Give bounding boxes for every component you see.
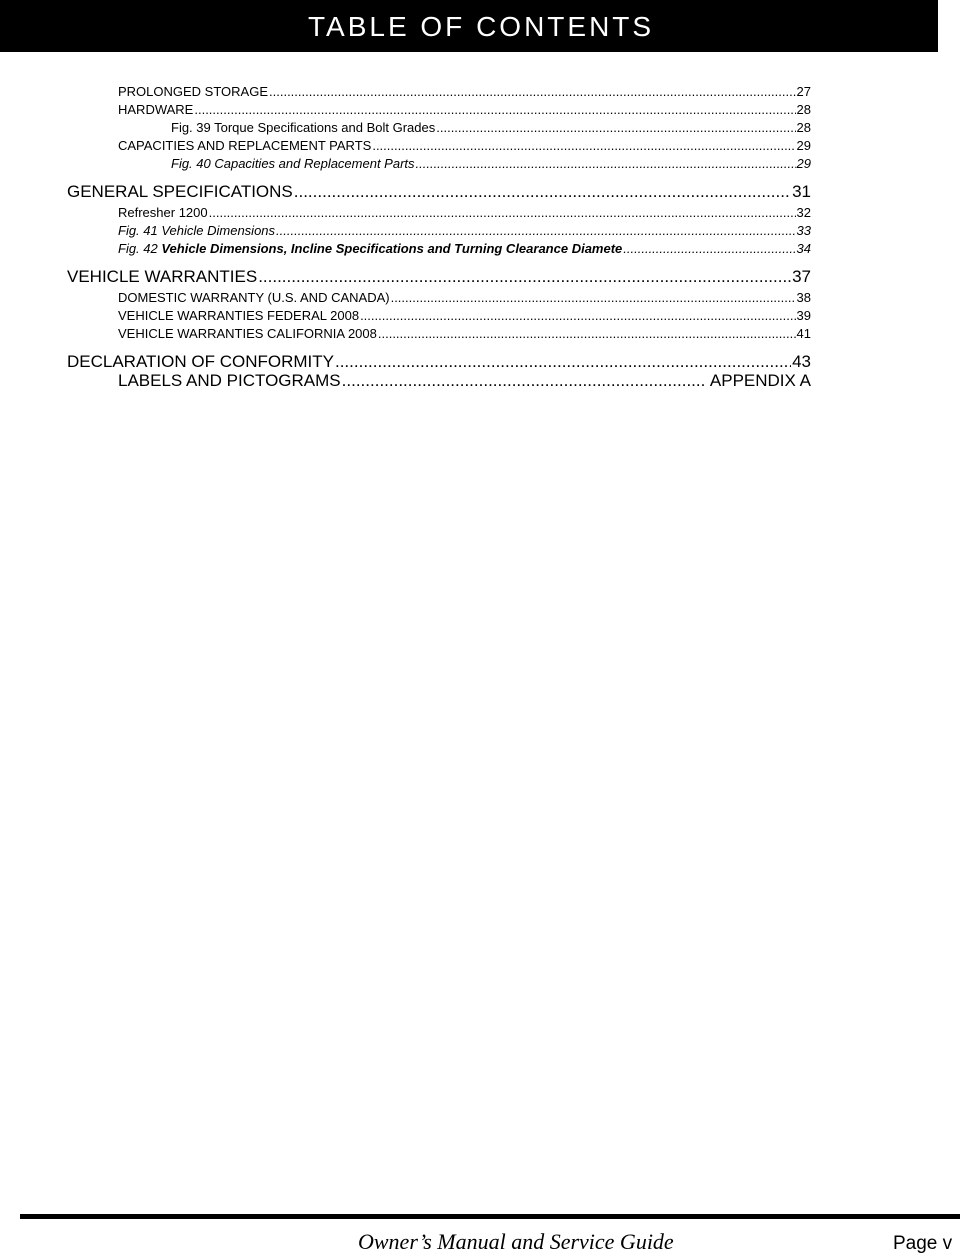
toc-entry-label: DECLARATION OF CONFORMITY (67, 352, 334, 371)
toc-entry-hardware[interactable] (118, 101, 811, 118)
dot-leader (209, 204, 796, 221)
dot-leader (276, 222, 795, 239)
dot-leader (335, 352, 791, 372)
toc-entry-label: Fig. 39 Torque Specifications and Bolt Grades (171, 120, 436, 135)
toc-entry-label: HARDWARE (118, 102, 194, 117)
toc-entry-page: 32 (796, 205, 811, 220)
dot-leader (372, 137, 795, 154)
toc-entry-labels-pictograms[interactable] (118, 371, 811, 391)
toc-entry-page: 27 (796, 84, 811, 99)
toc-entry-page: 38 (796, 290, 811, 305)
dot-leader (194, 101, 795, 118)
footer-divider (20, 1214, 960, 1219)
toc-entry-warranties-california[interactable] (118, 325, 811, 342)
toc-entry-prolonged-storage[interactable] (118, 83, 811, 100)
toc-entry-refresher-1200[interactable] (118, 204, 811, 221)
toc-entry-page: 31 (792, 182, 811, 201)
toc-entry-general-specifications[interactable] (67, 182, 811, 202)
toc-entry-domestic-warranty[interactable] (118, 289, 811, 306)
toc-entry-page: 43 (792, 352, 811, 371)
dot-leader (258, 267, 791, 287)
footer-page-number: Page v (893, 1233, 953, 1254)
toc-entry-label: PROLONGED STORAGE (118, 84, 269, 99)
toc-entry-warranties-federal[interactable] (118, 307, 811, 324)
toc-entry-label: Vehicle Dimensions, Incline Specifications and Turning Clearance Diamete (161, 241, 623, 256)
toc-entry-label: VEHICLE WARRANTIES CALIFORNIA 2008 (118, 326, 377, 341)
toc-entry-page: 29 (796, 156, 811, 171)
toc-entry-page: 28 (796, 102, 811, 117)
toc-entry-declaration[interactable] (67, 352, 811, 372)
dot-leader (416, 155, 796, 172)
toc-entry-label: DOMESTIC WARRANTY (U.S. AND CANADA) (118, 290, 390, 305)
toc-entry-label: Refresher 1200 (118, 205, 208, 220)
toc-entry-capacities[interactable] (118, 137, 811, 154)
toc-entry-page: APPENDIX A (706, 371, 811, 390)
dot-leader (623, 240, 795, 257)
toc-entry-fig-40[interactable] (171, 155, 811, 172)
toc-entry-fig-42[interactable] (118, 240, 811, 257)
toc-entry-label: CAPACITIES AND REPLACEMENT PARTS (118, 138, 372, 153)
toc-entry-page: 29 (796, 138, 811, 153)
dot-leader (378, 325, 796, 342)
dot-leader (342, 371, 705, 391)
toc-entry-fig-39[interactable] (171, 119, 811, 136)
toc-entry-label-group (118, 240, 622, 257)
toc-entry-vehicle-warranties[interactable] (67, 267, 811, 287)
toc-entry-label: VEHICLE WARRANTIES (67, 267, 258, 286)
toc-entry-page: 34 (796, 241, 811, 256)
toc-entry-page: 41 (796, 326, 811, 341)
toc-entry-fig-number: Fig. 42 (118, 241, 162, 256)
toc-entry-label: VEHICLE WARRANTIES FEDERAL 2008 (118, 308, 360, 323)
dot-leader (360, 307, 795, 324)
footer-manual-title: Owner’s Manual and Service Guide (358, 1229, 674, 1254)
toc-entry-label: LABELS AND PICTOGRAMS (118, 371, 341, 390)
dot-leader (269, 83, 796, 100)
page-title: TABLE OF CONTENTS (308, 11, 655, 42)
toc-entry-label: GENERAL SPECIFICATIONS (67, 182, 293, 201)
toc-entry-page: 33 (796, 223, 811, 238)
toc-entry-page: 39 (796, 308, 811, 323)
toc-entry-page: 28 (796, 120, 811, 135)
toc-entry-label: Fig. 41 Vehicle Dimensions (118, 223, 276, 238)
table-of-contents (0, 0, 960, 400)
toc-entry-fig-41[interactable] (118, 222, 811, 239)
dot-leader (436, 119, 795, 136)
toc-entry-page: 37 (792, 267, 811, 286)
dot-leader (391, 289, 796, 306)
dot-leader (294, 182, 791, 202)
toc-entry-label: Fig. 40 Capacities and Replacement Parts (171, 156, 415, 171)
